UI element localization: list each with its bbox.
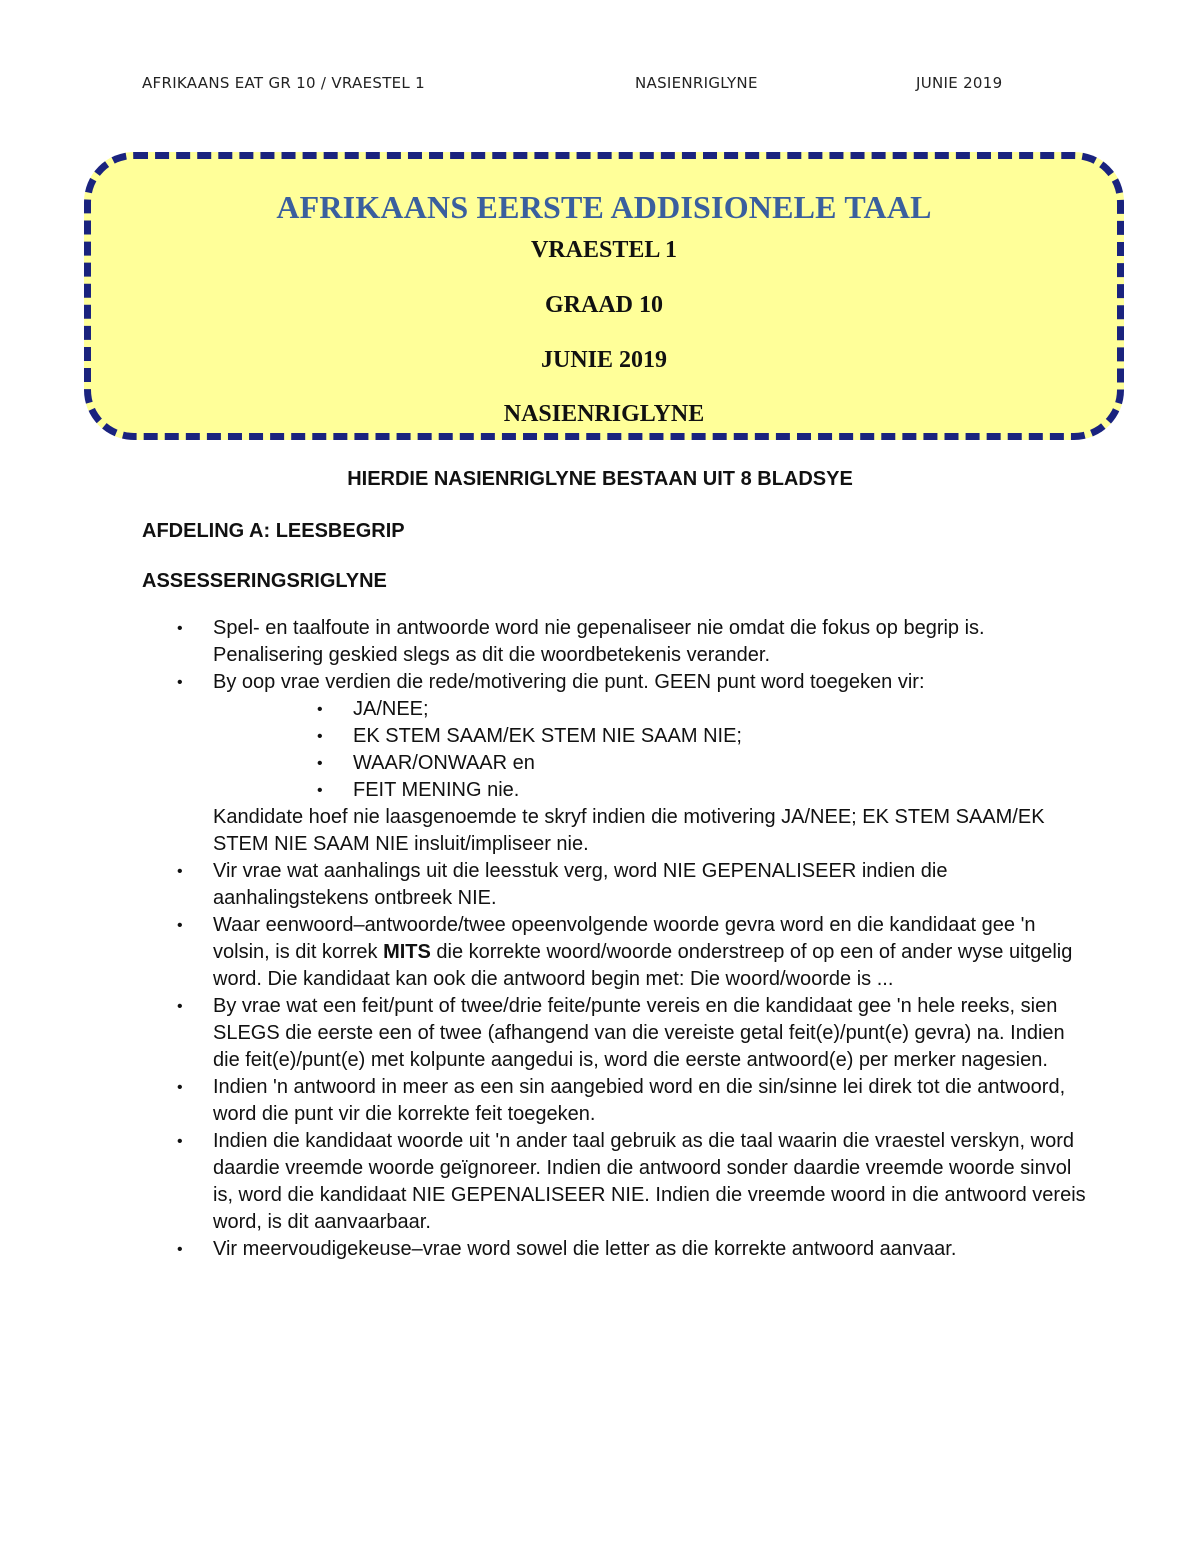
page-header bbox=[0, 74, 1200, 98]
guideline-text: Vir vrae wat aanhalings uit die leesstuk verg, word NIE GEPENALISEER indien die aanhalingstekens ontbreek NIE. bbox=[213, 860, 948, 909]
guideline-extra: Kandidate hoef nie laasgenoemde te skryf indien die motivering JA/NEE; EK STEM SAAM/EK STEM NIE SAAM NIE insluit/impliseer nie. bbox=[213, 806, 1045, 855]
list-item bbox=[177, 1236, 1093, 1263]
sub-item-text: FEIT MENING nie. bbox=[353, 779, 520, 801]
sub-list bbox=[213, 696, 1093, 804]
sub-list-item bbox=[317, 723, 1093, 750]
list-item bbox=[177, 993, 1093, 1074]
bullet-icon: • bbox=[317, 755, 323, 772]
guideline-text-part: die korrekte woord/woorde onderstreep of op een of ander wyse uitgelig word. Die kandidaat kan ook die antwoord begin met: Die woord/woorde is ... bbox=[213, 941, 1073, 990]
guidelines-list bbox=[177, 615, 1093, 1263]
list-item bbox=[177, 615, 1093, 669]
guideline-text: Vir meervoudigekeuse–vrae word sowel die letter as die korrekte antwoord aanvaar. bbox=[213, 1238, 957, 1260]
title-date: JUNIE 2019 bbox=[540, 347, 667, 373]
title-grade: GRAAD 10 bbox=[545, 292, 663, 318]
bullet-icon: • bbox=[317, 728, 323, 745]
list-item bbox=[177, 858, 1093, 912]
bullet-icon: • bbox=[177, 1079, 183, 1096]
sub-item-text: WAAR/ONWAAR en bbox=[353, 752, 535, 774]
guideline-text: Spel- en taalfoute in antwoorde word nie gepenaliseer nie omdat die fokus op begrip is. bbox=[213, 617, 985, 639]
bullet-icon: • bbox=[177, 1133, 183, 1150]
bullet-icon: • bbox=[177, 620, 183, 637]
guideline-text: Indien die kandidaat woorde uit 'n ander taal gebruik as die taal waarin die vraestel verskyn, word daardie vreemde woorde geïgnoreer. Indien die antwoord sonder daardie vreemde woorde sinvol is, word die kandidaat NIE GEPENALISEER NIE. Indien die vreemde woord in die antwoord vereis word, is dit aanvaarbaar. bbox=[213, 1130, 1086, 1233]
list-item bbox=[177, 1074, 1093, 1128]
page-count-note: HIERDIE NASIENRIGLYNE BESTAAN UIT 8 BLADSYE bbox=[347, 468, 853, 490]
bullet-icon: • bbox=[317, 701, 323, 718]
bullet-icon: • bbox=[177, 674, 183, 691]
title-paper: VRAESTEL 1 bbox=[530, 237, 678, 263]
list-item bbox=[177, 1128, 1093, 1236]
list-item bbox=[177, 669, 1093, 858]
section-title: AFDELING A: LEESBEGRIP bbox=[142, 520, 405, 542]
guideline-text: By oop vrae verdien die rede/motivering die punt. GEEN punt word toegeken vir: bbox=[213, 671, 925, 693]
guideline-text: Indien 'n antwoord in meer as een sin aangebied word en die sin/sinne lei direk tot die antwoord, word die punt vir die korrekte feit toegeken. bbox=[213, 1076, 1066, 1125]
bullet-icon: • bbox=[317, 782, 323, 799]
section-subtitle: ASSESSERINGSRIGLYNE bbox=[142, 570, 387, 592]
emphasis-keyword: MITS bbox=[383, 941, 431, 963]
header-subject: AFRIKAANS EAT GR 10 / VRAESTEL 1 bbox=[142, 74, 425, 92]
guideline-text-part: Waar eenwoord–antwoorde/twee opeenvolgende woorde gevra word en die kandidaat gee 'n volsin, is dit korrek bbox=[213, 914, 1036, 963]
bullet-icon: • bbox=[177, 917, 183, 934]
sub-list-item bbox=[317, 696, 1093, 723]
sub-list-item bbox=[317, 777, 1093, 804]
guideline-text bbox=[213, 912, 1093, 993]
title-subject: AFRIKAANS EERSTE ADDISIONELE TAAL bbox=[276, 189, 932, 225]
bullet-icon: • bbox=[177, 998, 183, 1015]
guideline-text: By vrae wat een feit/punt of twee/drie feite/punte vereis en die kandidaat gee 'n hele reeks, sien SLEGS die eerste een of twee (afhangend van die vereiste getal feit(e)/punt(e) gevra) na. Indien die feit(e)/punt(e) met kolpunte aangedui is, word die eerste antwoord(e) per merker nagesien. bbox=[213, 995, 1065, 1071]
sub-item-text: JA/NEE; bbox=[353, 698, 429, 720]
list-item bbox=[177, 912, 1093, 993]
bullet-icon: • bbox=[177, 863, 183, 880]
sub-list-item bbox=[317, 750, 1093, 777]
guideline-extra: Penalisering geskied slegs as dit die woordbetekenis verander. bbox=[213, 644, 771, 666]
bullet-icon: • bbox=[177, 1241, 183, 1258]
header-date: JUNIE 2019 bbox=[916, 74, 1003, 92]
title-box bbox=[84, 152, 1124, 440]
sub-item-text: EK STEM SAAM/EK STEM NIE SAAM NIE; bbox=[353, 725, 742, 747]
title-document-type: NASIENRIGLYNE bbox=[503, 401, 705, 427]
header-document-type: NASIENRIGLYNE bbox=[635, 74, 758, 92]
